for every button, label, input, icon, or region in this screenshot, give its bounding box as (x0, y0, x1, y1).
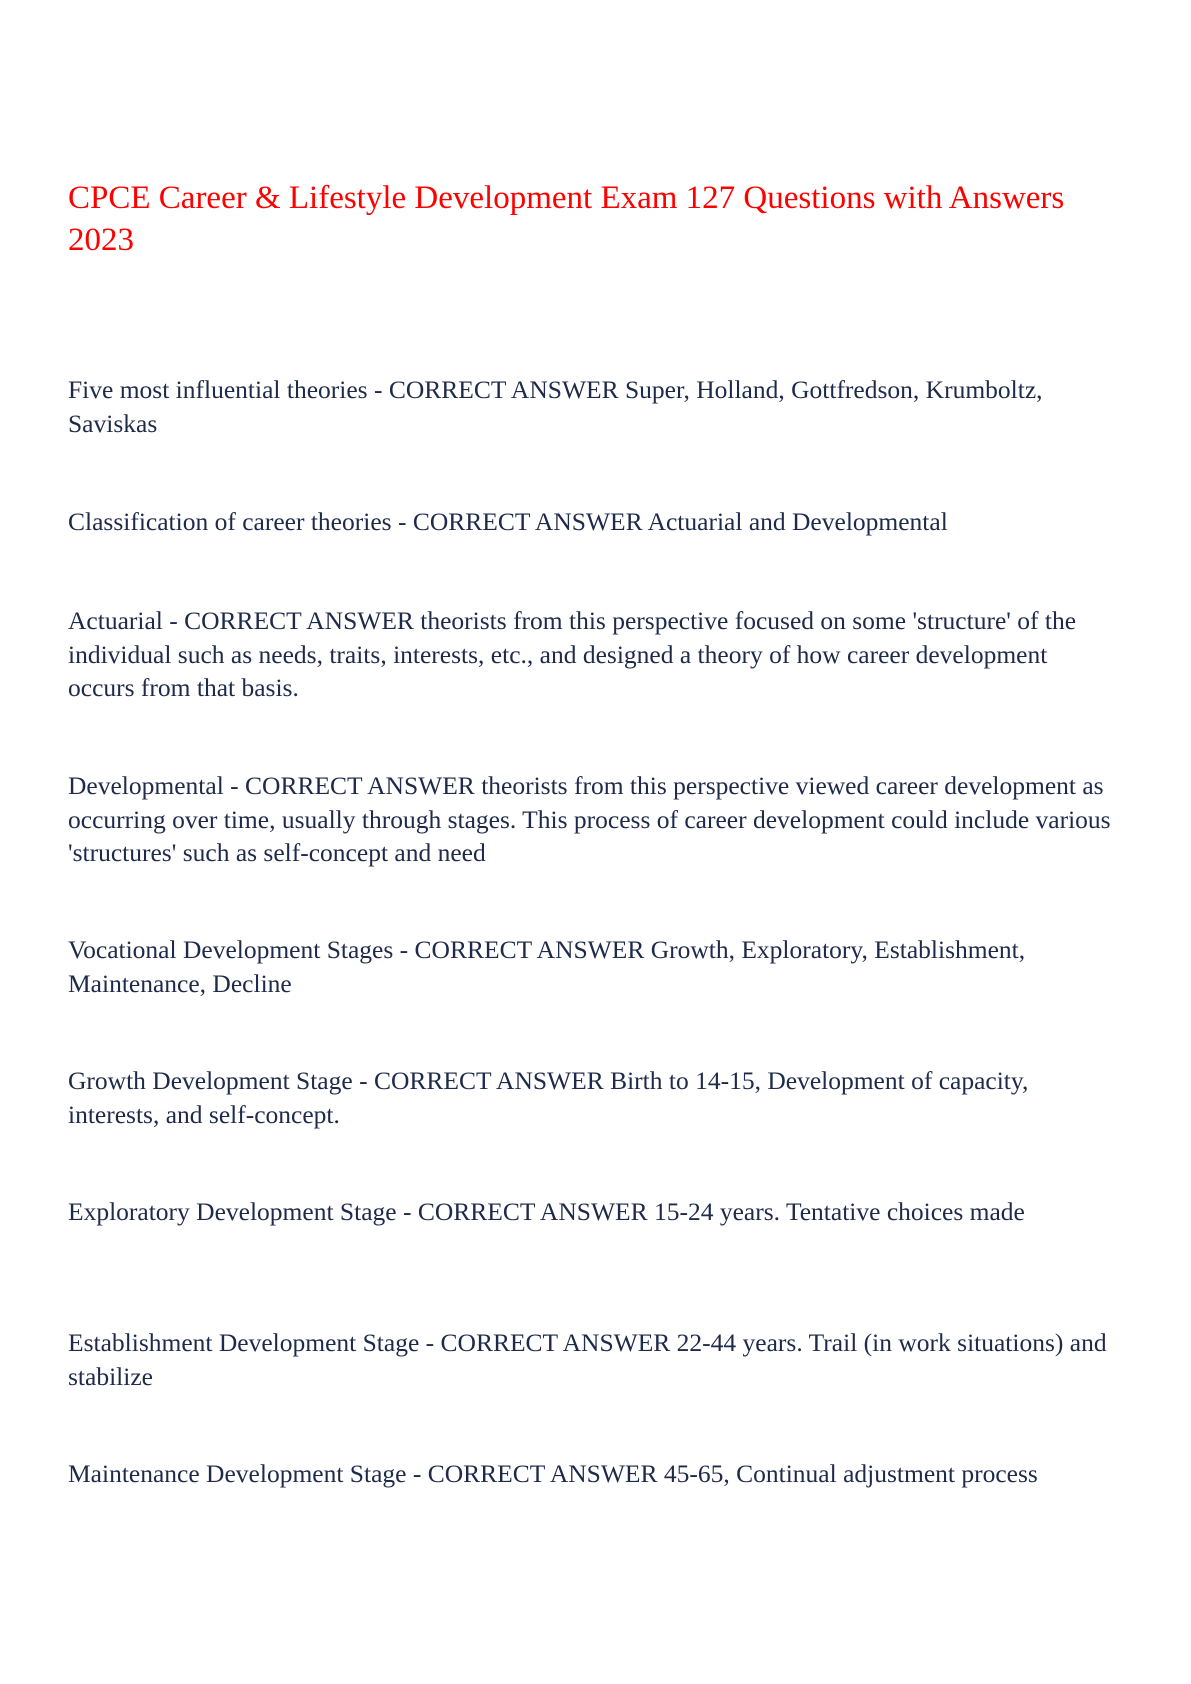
answer-text: Actuarial and Developmental (647, 507, 948, 536)
question-text: Exploratory Development Stage (68, 1197, 397, 1226)
question-text: Classification of career theories (68, 507, 392, 536)
separator: - (223, 771, 246, 800)
answer-text: theorists from this perspective focused on some 'structure' of the individual such as needs, traits, interests, etc., and designed a theory of how career development occurs from that basis. (68, 606, 1077, 702)
separator: - (393, 935, 415, 964)
answer-marker: CORRECT ANSWER (440, 1328, 671, 1357)
question-text: Maintenance Development Stage (68, 1459, 407, 1488)
answer-marker: CORRECT ANSWER (388, 375, 619, 404)
separator: - (391, 507, 413, 536)
document-title: CPCE Career & Lifestyle Development Exam 127 Questions with Answers 2023 (68, 180, 1065, 258)
qa-item-five-theories (68, 373, 1118, 440)
separator: - (367, 375, 389, 404)
answer-text: Super, Holland, Gottfredson, Krumboltz, Saviskas (68, 375, 1043, 438)
question-text: Developmental (68, 771, 224, 800)
answer-marker: CORRECT ANSWER (373, 1066, 604, 1095)
qa-item-growth-stage (68, 1064, 1118, 1131)
answer-text: theorists from this perspective viewed career development as occurring over time, usually through stages. This process of career development could include various 'structures' such as self-concept and need (68, 771, 1111, 867)
separator: - (162, 606, 185, 635)
qa-item-maintenance-stage (68, 1457, 1118, 1491)
answer-marker: CORRECT ANSWER (184, 606, 414, 635)
question-text: Growth Development Stage (68, 1066, 353, 1095)
qa-item-classification (68, 505, 1118, 539)
answer-marker: CORRECT ANSWER (245, 771, 475, 800)
answer-marker: CORRECT ANSWER (417, 1197, 648, 1226)
qa-item-actuarial (68, 604, 1118, 705)
separator: - (406, 1459, 428, 1488)
answer-marker: CORRECT ANSWER (427, 1459, 658, 1488)
question-text: Five most influential theories (68, 375, 368, 404)
qa-item-establishment-stage (68, 1326, 1118, 1393)
separator: - (396, 1197, 418, 1226)
answer-marker: CORRECT ANSWER (414, 935, 645, 964)
qa-item-developmental (68, 769, 1118, 870)
qa-item-vocational-stages (68, 933, 1118, 1000)
qa-item-exploratory-stage (68, 1195, 1118, 1229)
answer-text: 22-44 years. Trail (in work situations) and stabilize (68, 1328, 1107, 1391)
question-text: Vocational Development Stages (68, 935, 394, 964)
answer-marker: CORRECT ANSWER (412, 507, 643, 536)
question-text: Actuarial (68, 606, 163, 635)
answer-text: Growth, Exploratory, Establishment, Maintenance, Decline (68, 935, 1026, 998)
separator: - (352, 1066, 374, 1095)
answer-text: Birth to 14-15, Development of capacity, interests, and self-concept. (68, 1066, 1029, 1129)
answer-text: 15-24 years. Tentative choices made (653, 1197, 1025, 1226)
separator: - (419, 1328, 441, 1357)
question-text: Establishment Development Stage (68, 1328, 420, 1357)
answer-text: 45-65, Continual adjustment process (663, 1459, 1038, 1488)
